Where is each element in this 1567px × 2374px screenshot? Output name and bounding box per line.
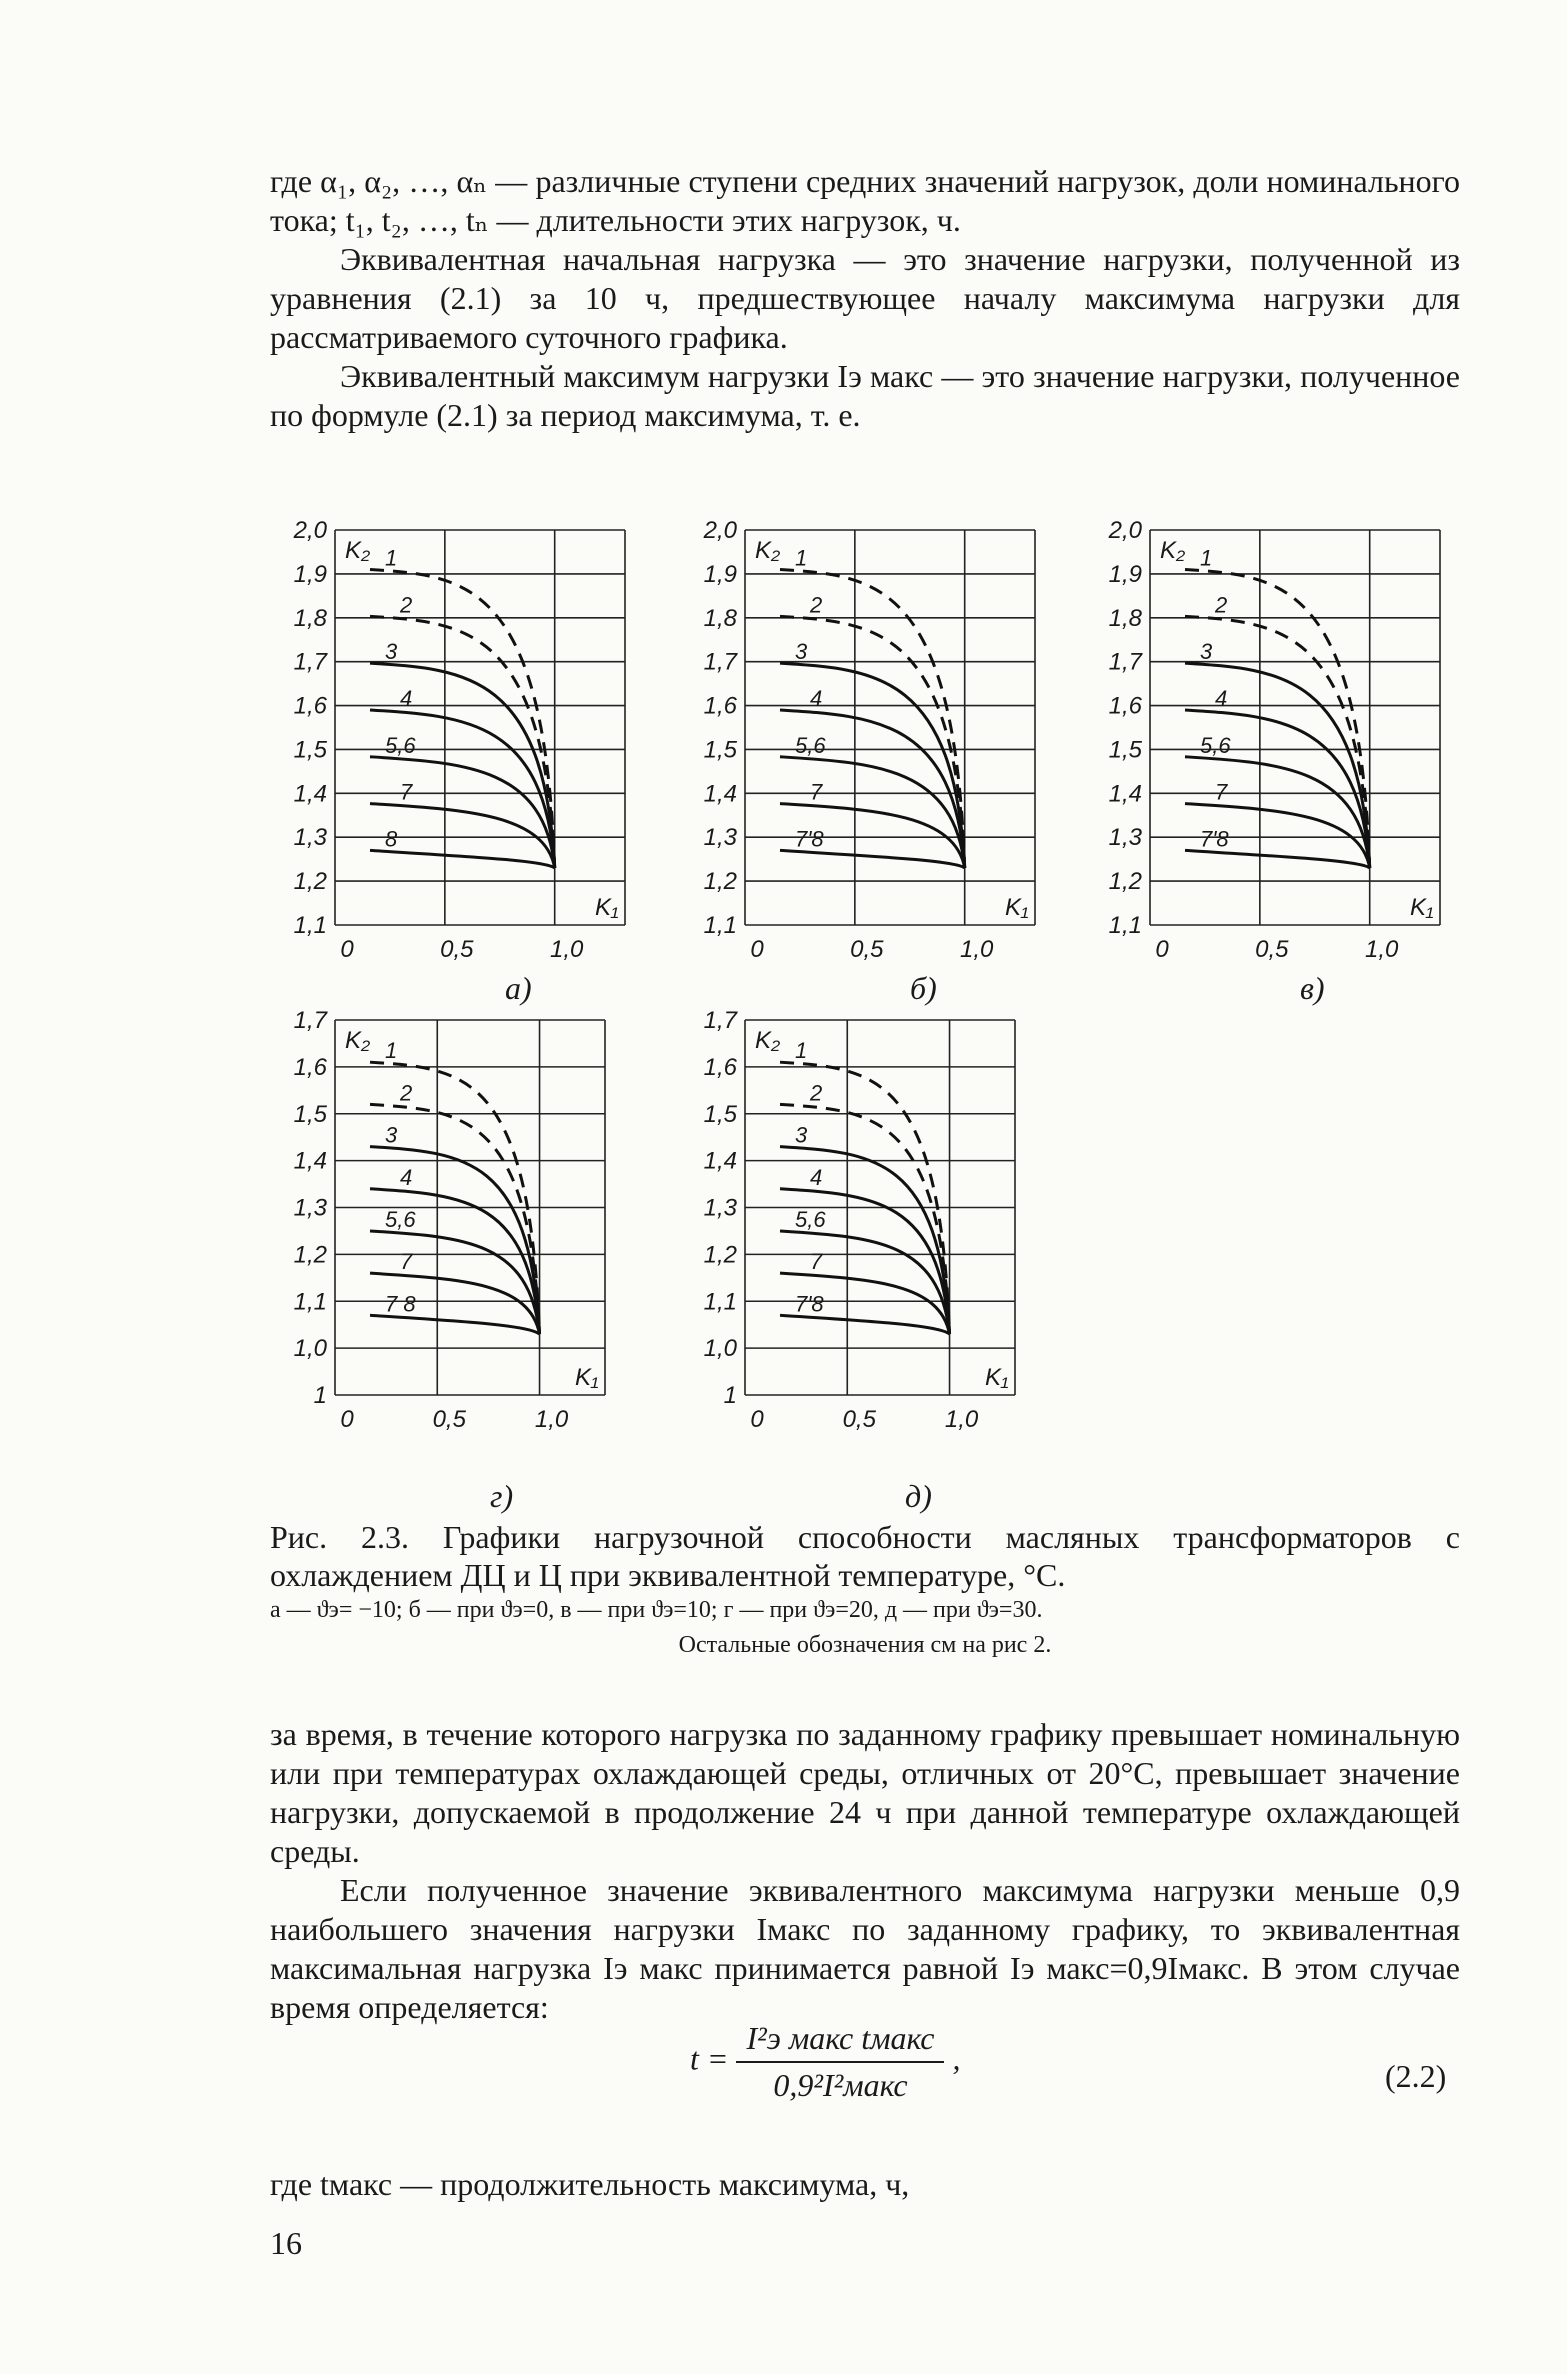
- curve-label: 7: [810, 1249, 823, 1275]
- curve-label: 5,6: [1200, 732, 1231, 758]
- y-tick-label: 1,0: [703, 1335, 737, 1363]
- x-tick-label: 0: [340, 936, 354, 963]
- y-tick-label: 1,5: [703, 736, 737, 764]
- y-tick-label: 1,7: [703, 1007, 737, 1034]
- curve-label: 1: [385, 1038, 398, 1064]
- formula-numerator: I²э макс tмакс: [736, 2020, 944, 2063]
- curve-label: 1: [1200, 545, 1213, 571]
- y-tick-label: 1,3: [293, 1194, 327, 1222]
- curve-label: 5,6: [795, 732, 826, 758]
- paragraph-5: Если полученное значение эквивалентного максимума нагрузки меньше 0,9 наибольшего значения нагрузки Iмакс по заданному графику, то эквивалентная максимальная нагрузка Iэ макс принимается равной Iэ макс=0,9Iмакс. В этом случае время определяется:: [270, 1872, 1460, 2025]
- y-tick-label: 1,8: [293, 604, 327, 632]
- panel-label-a: а): [505, 970, 532, 1006]
- x-axis-label: K₁: [1005, 894, 1029, 921]
- panel-label-d: д): [905, 1478, 932, 1514]
- y-tick-label: 1: [723, 1382, 737, 1409]
- y-tick-label: 2,0: [1108, 517, 1142, 544]
- curve-label: 7: [400, 779, 413, 805]
- y-tick-label: 1,1: [1108, 912, 1142, 939]
- curve-6: [370, 804, 555, 868]
- y-tick-label: 1,6: [703, 1053, 737, 1081]
- curve-label: 1: [795, 1038, 808, 1064]
- caption-main: Рис. 2.3. Графики нагрузочной способности масляных трансформаторов с охлаждением ДЦ и Ц при эквивалентной температуре, °С.: [270, 1519, 1460, 1593]
- curve-label: 5,6: [795, 1206, 826, 1232]
- curve-label: 3: [385, 639, 398, 665]
- x-tick-label: 0: [750, 936, 764, 963]
- curve-7: [370, 850, 555, 868]
- y-tick-label: 1,4: [1108, 780, 1142, 808]
- x-tick-label: 1,0: [550, 936, 584, 963]
- y-tick-label: 1,1: [703, 1288, 737, 1316]
- curve-label: 3: [795, 1122, 808, 1148]
- y-tick-label: 1,8: [1108, 604, 1142, 632]
- curve-label: 3: [1200, 639, 1213, 665]
- curve-1: [370, 570, 555, 868]
- curve-label: 7 8: [385, 1291, 416, 1317]
- formula-2-2: [690, 2020, 960, 2104]
- curve-label: 4: [400, 685, 413, 711]
- curve-label: 4: [1215, 685, 1228, 711]
- y-tick-label: 1,9: [1108, 560, 1142, 588]
- y-tick-label: 1,4: [293, 1147, 327, 1175]
- curve-7: [1185, 850, 1370, 868]
- curve-label: 5,6: [385, 1206, 416, 1232]
- curve-1: [1185, 570, 1370, 868]
- chart-panel-d: [680, 1000, 1080, 1460]
- y-tick-label: 1,7: [703, 648, 737, 676]
- curve-label: 7: [1215, 779, 1228, 805]
- y-tick-label: 1,5: [703, 1100, 737, 1128]
- curve-label: 7: [400, 1249, 413, 1275]
- curve-label: 5,6: [385, 732, 416, 758]
- caption-note: Остальные обозначения см на рис 2.: [678, 1632, 1052, 1658]
- curve-label: 2: [400, 592, 413, 618]
- x-tick-label: 0: [340, 1406, 354, 1433]
- x-tick-label: 0: [750, 1406, 764, 1433]
- x-tick-label: 1,0: [1365, 936, 1399, 963]
- formula-fraction: [736, 2020, 944, 2104]
- y-tick-label: 1,1: [293, 912, 327, 939]
- y-tick-label: 1,9: [703, 560, 737, 588]
- y-tick-label: 1,3: [293, 824, 327, 852]
- y-tick-label: 1,3: [703, 824, 737, 852]
- x-tick-label: 1,0: [960, 936, 994, 963]
- curve-label: 4: [810, 1164, 823, 1190]
- curve-7: [780, 1315, 950, 1334]
- equation-number: (2.2): [1385, 2058, 1447, 2094]
- y-tick-label: 1,2: [1108, 868, 1142, 896]
- x-tick-label: 0,5: [850, 936, 884, 963]
- y-axis-label: K₂: [345, 1027, 371, 1054]
- y-tick-label: 2,0: [703, 517, 737, 544]
- curve-1: [780, 570, 965, 868]
- curve-label: 7'8: [1200, 826, 1229, 852]
- curve-label: 2: [810, 1080, 823, 1106]
- x-axis-label: K₁: [595, 894, 619, 921]
- curve-label: 2: [1215, 592, 1228, 618]
- curve-label: 4: [400, 1164, 413, 1190]
- footer-text: где tмакс — продолжительность максимума, ч,: [270, 2166, 910, 2202]
- formula-tail: ,: [952, 2040, 961, 2077]
- x-tick-label: 0,5: [1255, 936, 1289, 963]
- y-axis-label: K₂: [755, 537, 781, 564]
- formula-denominator: 0,9²I²макс: [773, 2067, 908, 2103]
- paragraph-4: за время, в течение которого нагрузка по заданному графику превышает номинальную или при температурах охлаждающей среды, отличных от 20°С, превышает значение нагрузки, допускаемой в продолжение 24 ч при данной температуре охлаждающей среды.: [270, 1716, 1460, 1869]
- y-tick-label: 1,7: [1108, 648, 1142, 676]
- x-axis-label: K₁: [1410, 894, 1434, 921]
- y-tick-label: 1,6: [1108, 692, 1142, 720]
- chart-panel-a: [270, 510, 670, 1010]
- y-tick-label: 2,0: [293, 517, 327, 544]
- y-tick-label: 1,1: [703, 912, 737, 939]
- y-tick-label: 1,6: [293, 692, 327, 720]
- curve-label: 2: [400, 1080, 413, 1106]
- paragraph-3: Эквивалентный максимум нагрузки Iэ макс — это значение нагрузки, полученное по формуле (2.1) за период максимума, т. е.: [270, 358, 1460, 433]
- formula-lhs: t =: [690, 2040, 729, 2077]
- y-tick-label: 1,7: [293, 648, 327, 676]
- x-tick-label: 0,5: [842, 1406, 876, 1433]
- y-tick-label: 1,2: [703, 1241, 737, 1269]
- curve-7: [370, 1315, 540, 1334]
- chart-panel-b: [680, 510, 1080, 1010]
- curve-label: 2: [810, 592, 823, 618]
- curve-label: 7'8: [795, 826, 824, 852]
- y-tick-label: 1,7: [293, 1007, 327, 1034]
- x-axis-label: K₁: [985, 1364, 1009, 1391]
- chart-panel-g: [270, 1000, 670, 1460]
- bottom-text-block: [270, 1715, 1460, 2027]
- y-tick-label: 1,2: [293, 868, 327, 896]
- x-tick-label: 0,5: [440, 936, 474, 963]
- curve-label: 1: [795, 545, 808, 571]
- y-axis-label: K₂: [345, 537, 371, 564]
- y-tick-label: 1,2: [703, 868, 737, 896]
- curve-7: [780, 850, 965, 868]
- y-tick-label: 1,6: [293, 1053, 327, 1081]
- y-axis-label: K₂: [755, 1027, 781, 1054]
- curve-label: 1: [385, 545, 398, 571]
- y-tick-label: 1,1: [293, 1288, 327, 1316]
- y-tick-label: 1,4: [703, 1147, 737, 1175]
- figure-caption: [270, 1518, 1460, 1664]
- paragraph-2: Эквивалентная начальная нагрузка — это значение нагрузки, полученной из уравнения (2.1) за 10 ч, предшествующее началу максимума нагрузки для рассматриваемого суточного графика.: [270, 241, 1460, 355]
- top-text-block: [270, 162, 1460, 435]
- curve-label: 7'8: [795, 1291, 824, 1317]
- x-tick-label: 1,0: [944, 1406, 979, 1433]
- curve-label: 8: [385, 826, 398, 852]
- curve-label: 3: [385, 1122, 398, 1148]
- panel-label-b: б): [910, 970, 937, 1006]
- x-axis-label: K₁: [575, 1364, 599, 1391]
- x-tick-label: 0,5: [432, 1406, 466, 1433]
- page-number: 16: [270, 2225, 302, 2261]
- panel-label-v: в): [1300, 970, 1325, 1006]
- panel-label-g: г): [490, 1478, 514, 1514]
- caption-detail: а — ϑэ= −10; б — при ϑэ=0, в — при ϑэ=10; г — при ϑэ=20, д — при ϑэ=30.: [270, 1597, 1043, 1623]
- y-tick-label: 1,4: [703, 780, 737, 808]
- y-tick-label: 1,8: [703, 604, 737, 632]
- y-tick-label: 1,9: [293, 560, 327, 588]
- y-tick-label: 1,0: [293, 1335, 327, 1363]
- curve-label: 3: [795, 639, 808, 665]
- x-tick-label: 1,0: [534, 1406, 569, 1433]
- curve-5: [370, 1231, 540, 1334]
- curve-label: 7: [810, 779, 823, 805]
- y-tick-label: 1,5: [1108, 736, 1142, 764]
- chart-panel-v: [1085, 510, 1485, 1010]
- x-tick-label: 0: [1155, 936, 1169, 963]
- y-tick-label: 1: [313, 1382, 327, 1409]
- y-tick-label: 1,4: [293, 780, 327, 808]
- y-tick-label: 1,3: [1108, 824, 1142, 852]
- y-axis-label: K₂: [1160, 537, 1186, 564]
- y-tick-label: 1,6: [703, 692, 737, 720]
- curve-label: 4: [810, 685, 823, 711]
- y-tick-label: 1,5: [293, 736, 327, 764]
- y-tick-label: 1,2: [293, 1241, 327, 1269]
- curve-5: [780, 1231, 950, 1334]
- paragraph-1: где α₁, α₂, …, αₙ — различные ступени средних значений нагрузок, доли номинального тока; t₁, t₂, …, tₙ — длительности этих нагрузок, ч.: [270, 163, 1460, 238]
- y-tick-label: 1,5: [293, 1100, 327, 1128]
- y-tick-label: 1,3: [703, 1194, 737, 1222]
